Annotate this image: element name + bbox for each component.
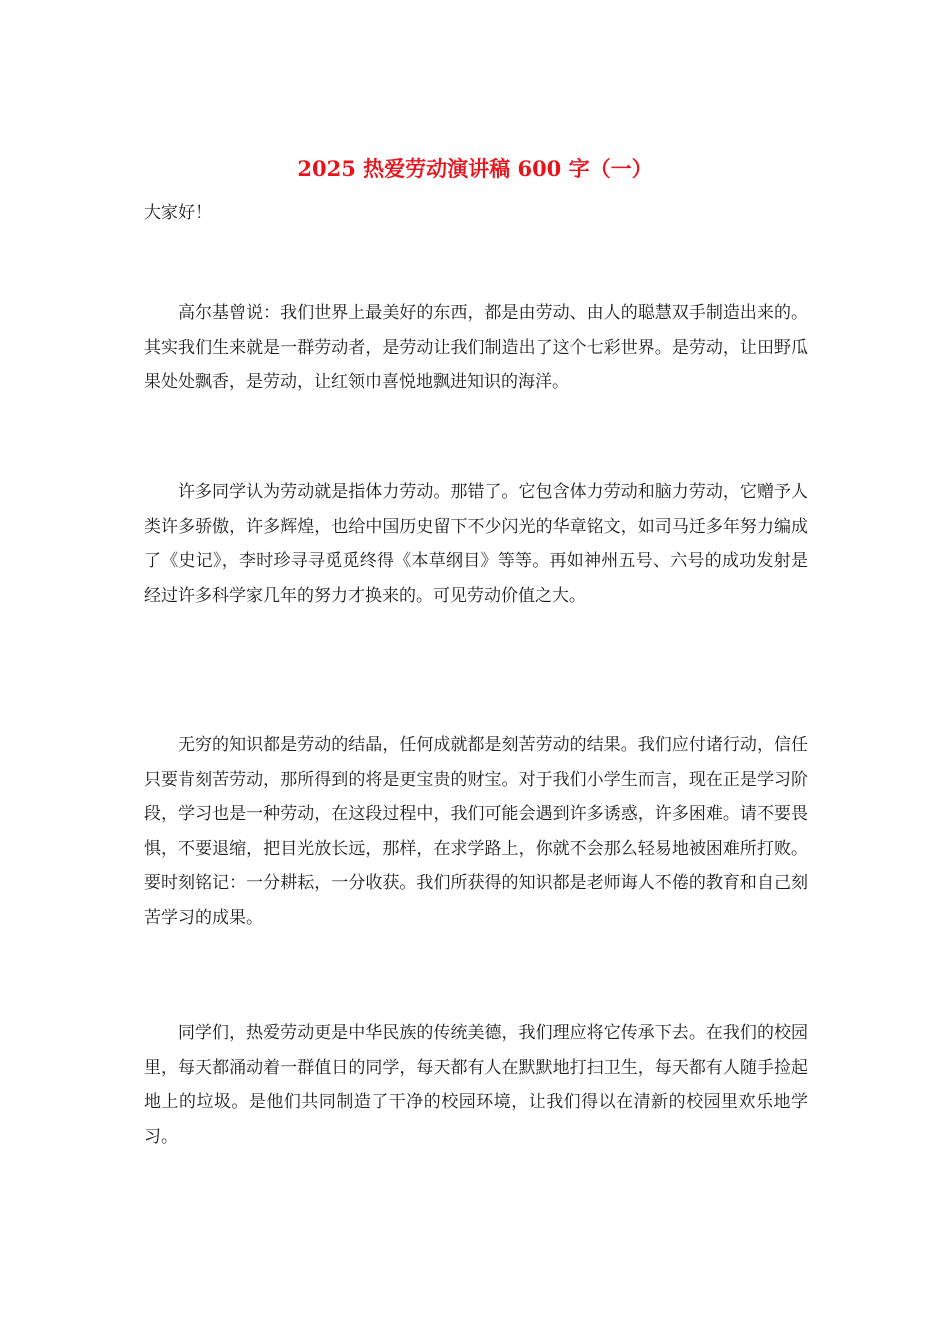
paragraph-4: 同学们，热爱劳动更是中华民族的传统美德，我们理应将它传承下去。在我们的校园里，每天都涌动着一群值日的同学，每天都有人在默默地打扫卫生，每天都有人随手捡起地上的垃圾。是他们共同制造了干净的校园环境，让我们得以在清新的校园里欢乐地学习。 [144, 1023, 808, 1147]
greeting-line: 大家好！ [144, 203, 212, 223]
paragraph-3: 无穷的知识都是劳动的结晶，任何成就都是刻苦劳动的结果。我们应付诸行动，信任只要肯刻苦劳动，那所得到的将是更宝贵的财宝。对于我们小学生而言，现在正是学习阶段，学习也是一种劳动，在这段过程中，我们可能会遇到许多诱惑，许多困难。请不要畏惧，不要退缩，把目光放长远，那样，在求学路上，你就不会那么轻易地被困难所打败。要时刻铭记：一分耕耘，一分收获。我们所获得的知识都是老师诲人不倦的教育和自己刻苦学习的成果。 [144, 735, 808, 928]
paragraph-2: 许多同学认为劳动就是指体力劳动。那错了。它包含体力劳动和脑力劳动，它赠予人类许多骄傲，许多辉煌，也给中国历史留下不少闪光的华章铭文，如司马迁多年努力编成了《史记》，李时珍寻寻觅觅终得《本草纲目》等等。再如神州五号、六号的成功发射是经过许多科学家几年的努力才换来的。可见劳动价值之大。 [144, 482, 808, 606]
paragraph-1: 高尔基曾说：我们世界上最美好的东西，都是由劳动、由人的聪慧双手制造出来的。其实我们生来就是一群劳动者，是劳动让我们制造出了这个七彩世界。是劳动，让田野瓜果处处飘香，是劳动，让红领巾喜悦地飘进知识的海洋。 [144, 303, 808, 392]
document-title: 2025 热爱劳动演讲稿 600 字（一） [297, 156, 653, 181]
